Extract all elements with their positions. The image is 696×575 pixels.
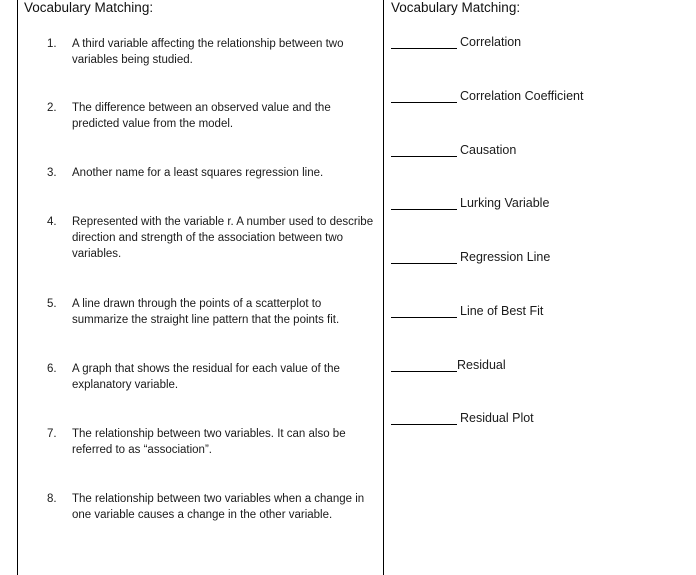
definition-text: The relationship between two variables when a change in one variable causes a change in the other variable.: [72, 493, 365, 521]
definition-text: Represented with the variable r. A number used to describe direction and strength of the association between two variables.: [72, 216, 374, 260]
left-border: [17, 0, 18, 575]
term-item: [391, 140, 691, 160]
answer-blank[interactable]: [391, 209, 457, 210]
term-item: [391, 32, 691, 52]
term-label: Causation: [460, 143, 517, 157]
column-divider: [383, 0, 384, 575]
term-item: [391, 355, 691, 375]
answer-blank[interactable]: [391, 371, 457, 372]
definition-text: A line drawn through the points of a scatterplot to summarize the straight line pattern that the points fit.: [72, 298, 340, 326]
term-label: Correlation Coefficient: [460, 89, 584, 103]
term-label: Residual Plot: [460, 411, 534, 425]
answer-blank[interactable]: [391, 102, 457, 103]
definition-text: The relationship between two variables. It can also be referred to as “association”.: [72, 428, 346, 456]
left-heading: Vocabulary Matching:: [24, 0, 154, 15]
term-item: [391, 301, 691, 321]
term-label: Line of Best Fit: [460, 304, 544, 318]
answer-blank[interactable]: [391, 317, 457, 318]
term-item: [391, 193, 691, 213]
definition-number: 6.: [47, 363, 57, 375]
term-item: [391, 408, 691, 428]
answer-blank[interactable]: [391, 48, 457, 49]
definition-number: 2.: [47, 102, 57, 114]
term-label: Regression Line: [460, 250, 551, 264]
definition-number: 8.: [47, 493, 57, 505]
term-item: [391, 247, 691, 267]
right-heading: Vocabulary Matching:: [391, 0, 521, 15]
definition-number: 1.: [47, 38, 57, 50]
definition-text: A third variable affecting the relationship between two variables being studied.: [72, 38, 344, 66]
answer-blank[interactable]: [391, 263, 457, 264]
definition-number: 4.: [47, 216, 57, 228]
term-label: Residual: [457, 358, 506, 372]
definition-text: A graph that shows the residual for each value of the explanatory variable.: [72, 363, 340, 391]
answer-blank[interactable]: [391, 156, 457, 157]
answer-blank[interactable]: [391, 424, 457, 425]
definition-number: 7.: [47, 428, 57, 440]
term-label: Lurking Variable: [460, 196, 550, 210]
term-item: [391, 86, 691, 106]
definition-text: The difference between an observed value and the predicted value from the model.: [72, 102, 331, 130]
term-label: Correlation: [460, 35, 522, 49]
definition-number: 3.: [47, 167, 57, 179]
definition-number: 5.: [47, 298, 57, 310]
definition-text: Another name for a least squares regression line.: [72, 167, 324, 179]
